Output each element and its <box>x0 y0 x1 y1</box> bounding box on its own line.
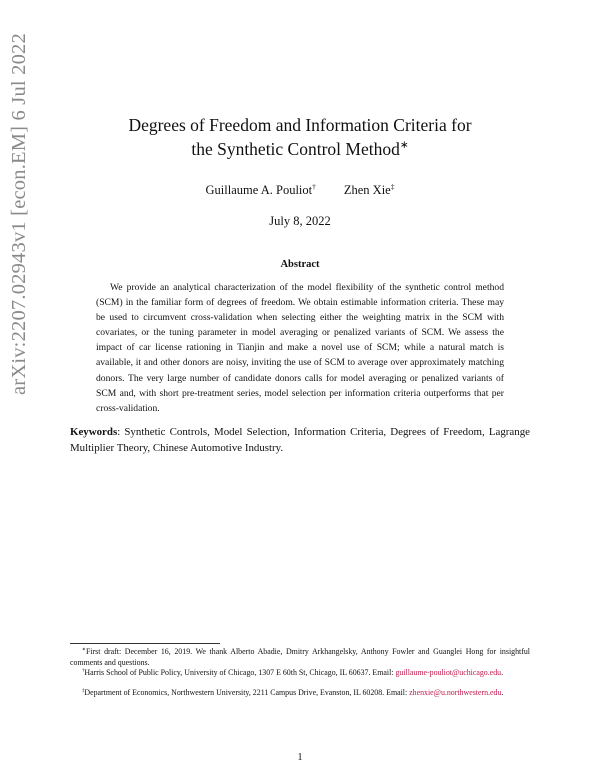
author-footnote-mark[interactable]: † <box>312 181 316 191</box>
author <box>344 183 395 198</box>
keywords-label: Keywords <box>70 426 118 438</box>
abstract-heading: Abstract <box>280 259 320 270</box>
footnote: †Harris School of Public Policy, University of Chicago, 1307 E 60th St, Chicago, IL 60637. Email: guillaume-pouliot@uchicago.edu. <box>82 668 504 677</box>
footnote <box>70 646 530 668</box>
footnote-text: Department of Economics, Northwestern University, 2211 Campus Drive, Evanston, IL 60208. Email: <box>84 688 410 697</box>
paper-date: July 8, 2022 <box>269 214 331 228</box>
arxiv-identifier: arXiv:2207.02943v1 [econ.EM] 6 Jul 2022 <box>8 33 30 395</box>
footnote-text: First draft: December 16, 2019. We thank Alberto Abadie, Dmitry Arkhangelsky, Anthony Fowler and Guanglei Hong for insightful comments and questions. <box>70 647 530 667</box>
paper-title-line-1: Degrees of Freedom and Information Criteria for <box>128 115 472 135</box>
footnote-divider <box>70 643 220 644</box>
email-link[interactable]: guillaume-pouliot@uchicago.edu <box>395 668 502 677</box>
footnote-text: Harris School of Public Policy, University of Chicago, 1307 E 60th St, Chicago, IL 60637. Email: <box>84 668 396 677</box>
footnote: ‡Department of Economics, Northwestern University, 2211 Campus Drive, Evanston, IL 60208. Email: zhenxie@u.northwestern.edu. <box>82 688 504 697</box>
author-name: Zhen Xie <box>343 183 391 197</box>
paper-title-line-2 <box>60 137 540 161</box>
page-number: 1 <box>297 752 303 763</box>
title-footnote-mark[interactable]: ∗ <box>399 140 409 152</box>
author-footnote-mark[interactable]: ‡ <box>390 181 395 191</box>
paper-title-text: the Synthetic Control Method <box>191 139 400 159</box>
author <box>206 183 316 198</box>
author-name: Guillaume A. Pouliot <box>205 183 313 197</box>
footnote-mark: † <box>82 668 85 674</box>
abstract-body: We provide an analytical characterization of the model flexibility of the synthetic control method (SCM) in the familiar form of degrees of freedom. We obtain estimable information criteria. These may be used to circumvent cross-validation when selecting either the weighting matrix in the SCM with covariates, or the tuning parameter in model averaging or penalized variants of SCM. We assess the impact of car license rationing in Tianjin and make a novel use of SCM; while a natural match is available, it and other donors are noisy, inviting the use of SCM to average over approximately matching donors. The very large number of candidate donors calls for model averaging or penalized variants of SCM and, with short pre-treatment series, model selection per information criteria outperforms that per cross-validation. <box>96 282 504 414</box>
footnote-mark: ‡ <box>82 688 85 694</box>
keywords-list: : Synthetic Controls, Model Selection, Information Criteria, Degrees of Freedom, Lagrange Multiplier Theory, Chinese Automotive Industry. <box>70 426 530 454</box>
author-list <box>160 183 440 198</box>
footnote-mark: ∗ <box>82 647 86 653</box>
keywords-paragraph <box>70 424 530 456</box>
email-link[interactable]: zhenxie@u.northwestern.edu <box>409 688 502 697</box>
